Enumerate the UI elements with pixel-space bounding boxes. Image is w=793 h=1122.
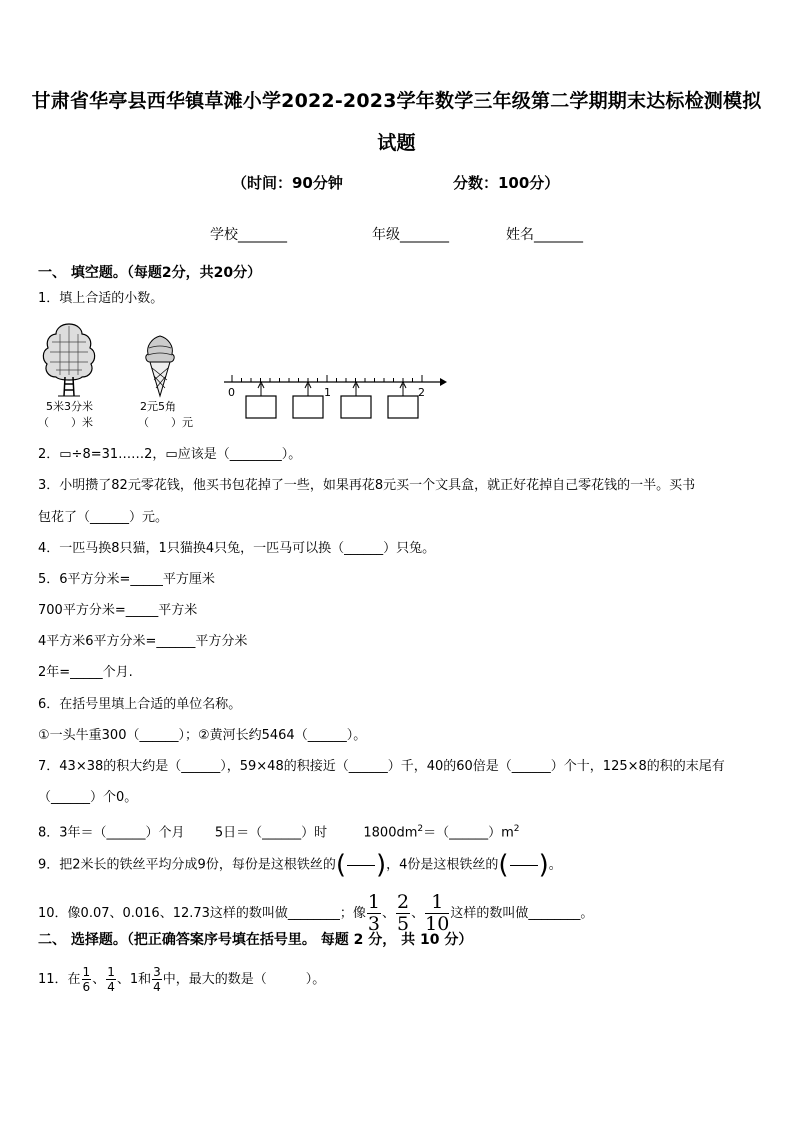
q10-sep2: 、 [411,906,425,921]
q4-text: 4．一匹马换8只猫，1只猫换4只兔，一匹马可以换（______）只兔。 [38,541,436,556]
q6-line1: 6．在括号里填上合适的单位名称。 [38,697,242,712]
q9-part3: 。 [548,857,562,873]
q10-sep1: 、 [382,906,396,921]
q11-text [38,966,325,993]
tree-caption: 5米3分米 [46,400,93,413]
q10-text [38,893,593,934]
exam-title-line1: 甘肃省华亭县西华镇草滩小学2022-2023学年数学三年级第二学期期末达标检测模拟 [31,90,762,112]
fraction-blank-1[interactable]: ( ) [335,850,387,880]
q10-part2: 这样的数叫做________。 [450,906,594,921]
q1-text: 1．填上合适的小数。 [38,291,164,306]
q9-part2: ，4份是这根铁丝的 [386,857,499,873]
number-line [220,366,448,426]
q5-line4: 2年=_____个月. [38,665,133,680]
q8-part3a: 1800dm [363,825,418,841]
q8-part2: 5日＝（______）时 [214,825,328,841]
tree-icon [38,320,100,398]
fraction-1-10: $\frac{1}{10}$ [425,891,450,935]
exam-score: 分数：100分） [453,174,560,192]
q11-part2: 、1和 [116,972,152,987]
q7-line2: （______）个0。 [38,790,138,805]
ruler-label-2: 2 [418,386,425,399]
q8-text [38,820,520,842]
q5-line2: 700平方分米=_____平方米 [38,603,198,618]
q8-part1: 8．3年＝（______）个月 [38,825,185,841]
answer-box-4[interactable] [388,396,418,418]
ruler-label-0: 0 [228,386,235,399]
q5-line3: 4平方米6平方分米=______平方分米 [38,634,248,649]
name-field[interactable]: 姓名_______ [506,227,583,243]
ice-cream-icon [140,334,180,398]
q5-line1: 5．6平方分米=_____平方厘米 [38,572,215,587]
q11-part3: 中，最大的数是（ ）。 [162,972,326,987]
fraction-2-5: $\frac{2}{5}$ [397,891,410,935]
fraction-1-6: $\frac{1}{6}$ [82,965,91,994]
q11-part1: 11．在 [38,972,81,987]
fraction-1-4: $\frac{1}{4}$ [107,965,115,994]
fraction-blank-2[interactable]: ( ) [498,850,549,880]
q8-sup3: 2 [513,824,520,834]
q8-part3b: ＝（______）m [423,825,514,841]
q9-text [38,852,562,878]
fraction-1-3: $\frac{1}{3}$ [367,891,381,935]
ruler-label-1: 1 [324,386,331,399]
q8-sup2: 2 [417,824,424,834]
q3-line1: 3．小明攒了82元零花钱，他买书包花掉了一些，如果再花8元买一个文具盒，就正好花掉自己零花钱的一半。买书 [38,478,696,493]
section2-heading: 二、 选择题。（把正确答案序号填在括号里。 每题 2 分， 共 10 分） [38,932,473,948]
q9-part1: 9．把2米长的铁丝平均分成9份，每份是这根铁丝的 [38,857,336,873]
icecream-answer[interactable]: （ ）元 [138,416,193,429]
q2-text: 2．▭÷8=31……2，▭应该是（________）。 [38,447,302,462]
tree-answer[interactable]: （ ）米 [38,416,93,429]
exam-time: （时间：90分钟 [232,174,343,192]
answer-box-2[interactable] [293,396,323,418]
answer-box-3[interactable] [341,396,371,418]
q3-line2: 包花了（______）元。 [38,510,169,525]
q11-sep1: 、 [92,972,106,987]
grade-field[interactable]: 年级_______ [372,227,449,243]
q6-line2: ①一头牛重300（______）；②黄河长约5464（______）。 [38,728,367,743]
q10-part1: 10．像0.07、0.016、12.73这样的数叫做________；像 [38,906,366,921]
answer-box-1[interactable] [246,396,276,418]
icecream-caption: 2元5角 [140,400,176,413]
section1-heading: 一、 填空题。（每题2分，共20分） [38,265,262,281]
exam-title-line2: 试题 [377,132,416,154]
fraction-3-4: $\frac{3}{4}$ [153,965,161,994]
q7-line1: 7．43×38的积大约是（______），59×48的积接近（______）千，40的60倍是（______）个十，125×8的积的末尾有 [38,759,725,774]
school-field[interactable]: 学校_______ [210,227,287,243]
